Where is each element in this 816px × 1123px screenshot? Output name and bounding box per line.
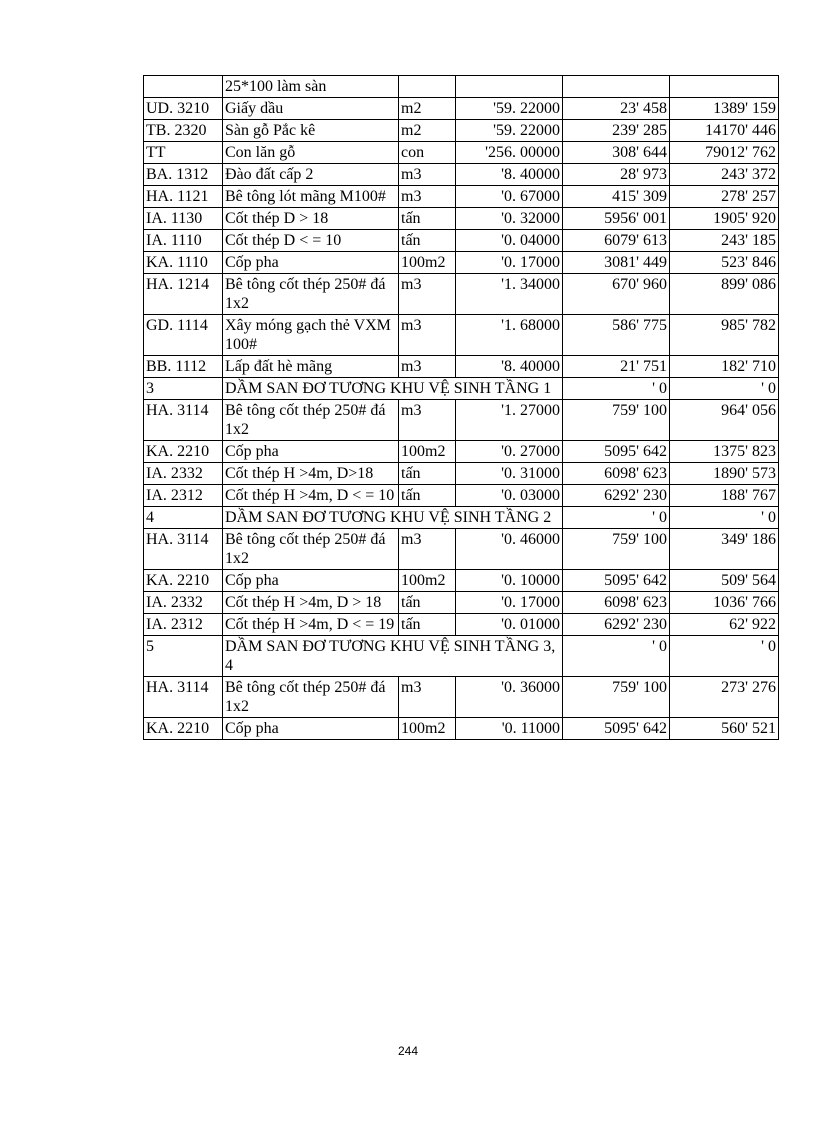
table-row <box>144 570 779 592</box>
quantity-cell: '59. 22000 <box>456 98 563 120</box>
unit-price-cell: 23' 458 <box>563 98 670 120</box>
unit-cell: m3 <box>399 529 456 570</box>
unit-cell: m3 <box>399 186 456 208</box>
quantity-cell: '0. 17000 <box>456 592 563 614</box>
item-code-cell: IA. 2332 <box>144 463 223 485</box>
total-cell: 273' 276 <box>670 677 779 718</box>
description-cell: Đào đất cấp 2 <box>223 164 399 186</box>
unit-cell: m3 <box>399 315 456 356</box>
item-code-cell <box>144 76 223 98</box>
unit-price-cell: 21' 751 <box>563 356 670 378</box>
quantity-cell: '0. 32000 <box>456 208 563 230</box>
description-cell: Cốt thép D > 18 <box>223 208 399 230</box>
item-code-cell: HA. 1214 <box>144 274 223 315</box>
table-row <box>144 485 779 507</box>
quantity-cell: '0. 31000 <box>456 463 563 485</box>
item-code-cell: 5 <box>144 636 223 677</box>
unit-cell: tấn <box>399 463 456 485</box>
item-code-cell: 4 <box>144 507 223 529</box>
item-code-cell: GD. 1114 <box>144 315 223 356</box>
section-title-cell: DẦM SAN ĐƠ TƯƠNG KHU VỆ SINH TẦNG 1 <box>223 378 563 400</box>
unit-price-cell: ' 0 <box>563 507 670 529</box>
description-cell: Bê tông lót mãng M100# <box>223 186 399 208</box>
total-cell: ' 0 <box>670 378 779 400</box>
table-row <box>144 677 779 718</box>
unit-cell: 100m2 <box>399 252 456 274</box>
item-code-cell: 3 <box>144 378 223 400</box>
unit-cell: m2 <box>399 120 456 142</box>
unit-cell: tấn <box>399 592 456 614</box>
quantity-cell: '0. 11000 <box>456 718 563 740</box>
description-cell: Cốp pha <box>223 570 399 592</box>
item-code-cell: KA. 2210 <box>144 441 223 463</box>
description-cell: Con lăn gỗ <box>223 142 399 164</box>
table-row <box>144 186 779 208</box>
table-row <box>144 120 779 142</box>
quantity-cell: '0. 17000 <box>456 252 563 274</box>
quantity-cell: '1. 68000 <box>456 315 563 356</box>
item-code-cell: KA. 1110 <box>144 252 223 274</box>
table-row <box>144 98 779 120</box>
total-cell: 1375' 823 <box>670 441 779 463</box>
unit-price-cell: 6292' 230 <box>563 485 670 507</box>
quantity-cell: '0. 46000 <box>456 529 563 570</box>
item-code-cell: IA. 2332 <box>144 592 223 614</box>
unit-price-cell: 28' 973 <box>563 164 670 186</box>
cost-estimate-table <box>143 75 779 740</box>
total-cell: 243' 372 <box>670 164 779 186</box>
total-cell <box>670 76 779 98</box>
unit-price-cell: 308' 644 <box>563 142 670 164</box>
unit-price-cell: 670' 960 <box>563 274 670 315</box>
quantity-cell: '256. 00000 <box>456 142 563 164</box>
unit-cell: m3 <box>399 356 456 378</box>
quantity-cell: '59. 22000 <box>456 120 563 142</box>
quantity-cell: '0. 36000 <box>456 677 563 718</box>
quantity-cell: '1. 34000 <box>456 274 563 315</box>
description-cell: Bê tông cốt thép 250# đá 1x2 <box>223 274 399 315</box>
quantity-cell: '0. 10000 <box>456 570 563 592</box>
total-cell: 278' 257 <box>670 186 779 208</box>
unit-price-cell: 415' 309 <box>563 186 670 208</box>
item-code-cell: IA. 2312 <box>144 485 223 507</box>
quantity-cell: '1. 27000 <box>456 400 563 441</box>
unit-price-cell: 5095' 642 <box>563 570 670 592</box>
table-row <box>144 441 779 463</box>
item-code-cell: TT <box>144 142 223 164</box>
unit-price-cell: 759' 100 <box>563 400 670 441</box>
item-code-cell: UD. 3210 <box>144 98 223 120</box>
total-cell: 1905' 920 <box>670 208 779 230</box>
description-cell: Cốt thép D < = 10 <box>223 230 399 252</box>
table-row <box>144 718 779 740</box>
total-cell: 899' 086 <box>670 274 779 315</box>
unit-cell: tấn <box>399 485 456 507</box>
description-cell: Bê tông cốt thép 250# đá 1x2 <box>223 677 399 718</box>
table-row <box>144 274 779 315</box>
total-cell: 560' 521 <box>670 718 779 740</box>
table-row <box>144 164 779 186</box>
total-cell: 1389' 159 <box>670 98 779 120</box>
item-code-cell: TB. 2320 <box>144 120 223 142</box>
description-cell: Sàn gỗ Pắc kê <box>223 120 399 142</box>
item-code-cell: BB. 1112 <box>144 356 223 378</box>
description-cell: Cốp pha <box>223 441 399 463</box>
section-header-row <box>144 636 779 677</box>
unit-cell: m3 <box>399 400 456 441</box>
total-cell: 1036' 766 <box>670 592 779 614</box>
item-code-cell: HA. 1121 <box>144 186 223 208</box>
total-cell: 349' 186 <box>670 529 779 570</box>
unit-cell: 100m2 <box>399 441 456 463</box>
item-code-cell: BA. 1312 <box>144 164 223 186</box>
total-cell: 62' 922 <box>670 614 779 636</box>
unit-price-cell: 759' 100 <box>563 529 670 570</box>
item-code-cell: KA. 2210 <box>144 570 223 592</box>
description-cell: Bê tông cốt thép 250# đá 1x2 <box>223 529 399 570</box>
unit-price-cell: 5095' 642 <box>563 441 670 463</box>
quantity-cell: '0. 67000 <box>456 186 563 208</box>
total-cell: ' 0 <box>670 507 779 529</box>
table-row <box>144 252 779 274</box>
item-code-cell: HA. 3114 <box>144 677 223 718</box>
unit-cell: con <box>399 142 456 164</box>
description-cell: Cốt thép H >4m, D > 18 <box>223 592 399 614</box>
unit-cell: m2 <box>399 98 456 120</box>
unit-cell: 100m2 <box>399 718 456 740</box>
item-code-cell: HA. 3114 <box>144 400 223 441</box>
table-row <box>144 400 779 441</box>
unit-cell: tấn <box>399 614 456 636</box>
item-code-cell: IA. 1130 <box>144 208 223 230</box>
quantity-cell: '0. 04000 <box>456 230 563 252</box>
unit-price-cell: 6098' 623 <box>563 592 670 614</box>
item-code-cell: IA. 2312 <box>144 614 223 636</box>
table-row <box>144 76 779 98</box>
quantity-cell: '8. 40000 <box>456 356 563 378</box>
unit-cell <box>399 76 456 98</box>
table-row <box>144 142 779 164</box>
section-title-cell: DẦM SAN ĐƠ TƯƠNG KHU VỆ SINH TẦNG 2 <box>223 507 563 529</box>
description-cell: Lấp đất hè mãng <box>223 356 399 378</box>
unit-cell: m3 <box>399 274 456 315</box>
table-row <box>144 230 779 252</box>
total-cell: 243' 185 <box>670 230 779 252</box>
page-number: 244 <box>397 1044 419 1058</box>
unit-cell: m3 <box>399 164 456 186</box>
quantity-cell: '0. 27000 <box>456 441 563 463</box>
unit-price-cell: 759' 100 <box>563 677 670 718</box>
description-cell: Bê tông cốt thép 250# đá 1x2 <box>223 400 399 441</box>
table-row <box>144 208 779 230</box>
item-code-cell: KA. 2210 <box>144 718 223 740</box>
unit-cell: m3 <box>399 677 456 718</box>
total-cell: 1890' 573 <box>670 463 779 485</box>
total-cell: 182' 710 <box>670 356 779 378</box>
item-code-cell: HA. 3114 <box>144 529 223 570</box>
description-cell: Giấy dầu <box>223 98 399 120</box>
unit-price-cell: ' 0 <box>563 378 670 400</box>
table-row <box>144 614 779 636</box>
description-cell: 25*100 làm sàn <box>223 76 399 98</box>
total-cell: 14170' 446 <box>670 120 779 142</box>
table-row <box>144 356 779 378</box>
total-cell: 985' 782 <box>670 315 779 356</box>
unit-price-cell: 6292' 230 <box>563 614 670 636</box>
total-cell: 188' 767 <box>670 485 779 507</box>
unit-price-cell: 3081' 449 <box>563 252 670 274</box>
unit-cell: tấn <box>399 230 456 252</box>
section-header-row <box>144 378 779 400</box>
quantity-cell <box>456 76 563 98</box>
table-row <box>144 315 779 356</box>
description-cell: Cốt thép H >4m, D>18 <box>223 463 399 485</box>
description-cell: Cốp pha <box>223 252 399 274</box>
item-code-cell: IA. 1110 <box>144 230 223 252</box>
unit-cell: tấn <box>399 208 456 230</box>
description-cell: Cốt thép H >4m, D < = 10 <box>223 485 399 507</box>
total-cell: 964' 056 <box>670 400 779 441</box>
unit-price-cell: 586' 775 <box>563 315 670 356</box>
unit-price-cell: 5956' 001 <box>563 208 670 230</box>
description-cell: Cốt thép H >4m, D < = 19 <box>223 614 399 636</box>
unit-price-cell: 6098' 623 <box>563 463 670 485</box>
quantity-cell: '0. 01000 <box>456 614 563 636</box>
unit-price-cell: 5095' 642 <box>563 718 670 740</box>
table-row <box>144 592 779 614</box>
description-cell: Xây móng gạch thẻ VXM 100# <box>223 315 399 356</box>
unit-price-cell <box>563 76 670 98</box>
unit-price-cell: 6079' 613 <box>563 230 670 252</box>
unit-price-cell: ' 0 <box>563 636 670 677</box>
section-header-row <box>144 507 779 529</box>
quantity-cell: '8. 40000 <box>456 164 563 186</box>
total-cell: 79012' 762 <box>670 142 779 164</box>
total-cell: 509' 564 <box>670 570 779 592</box>
table-row <box>144 463 779 485</box>
total-cell: 523' 846 <box>670 252 779 274</box>
description-cell: Cốp pha <box>223 718 399 740</box>
unit-price-cell: 239' 285 <box>563 120 670 142</box>
table-row <box>144 529 779 570</box>
section-title-cell: DẦM SAN ĐƠ TƯƠNG KHU VỆ SINH TẦNG 3, 4 <box>223 636 563 677</box>
total-cell: ' 0 <box>670 636 779 677</box>
quantity-cell: '0. 03000 <box>456 485 563 507</box>
unit-cell: 100m2 <box>399 570 456 592</box>
table-body <box>144 76 779 740</box>
